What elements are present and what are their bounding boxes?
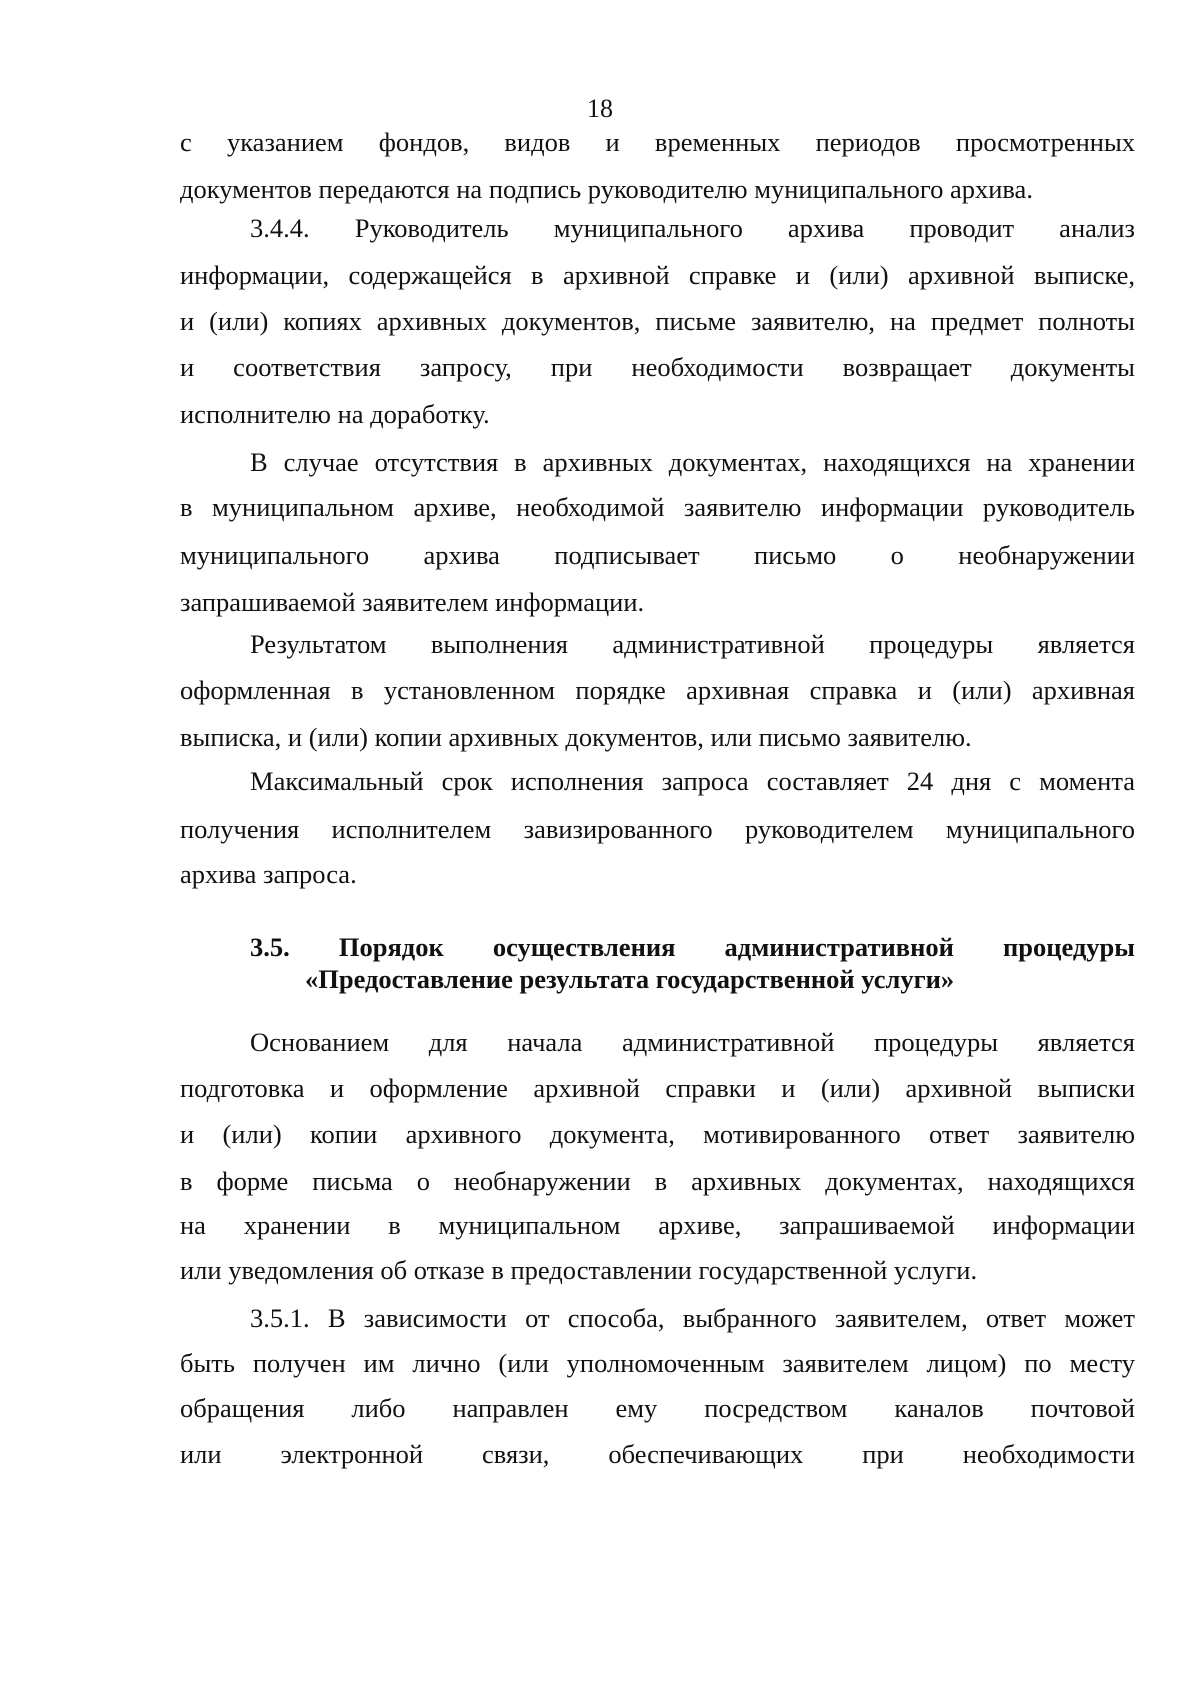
text-line: оформленная в установленном порядке архивная справка и (или) архивная xyxy=(180,675,1135,705)
text-line: запрашиваемой заявителем информации. xyxy=(180,587,645,617)
paragraph-first-line: 3.5.1. В зависимости от способа, выбранного заявителем, ответ может xyxy=(250,1303,1135,1333)
text-line: и (или) копиях архивных документов, письме заявителю, на предмет полноты xyxy=(180,306,1135,336)
text-line: в форме письма о необнаружении в архивных документах, находящихся xyxy=(180,1166,1135,1196)
text-line: в муниципальном архиве, необходимой заявителю информации руководитель xyxy=(180,492,1135,522)
text-line: подготовка и оформление архивной справки и (или) архивной выписки xyxy=(180,1073,1135,1103)
paragraph-first-line: Максимальный срок исполнения запроса составляет 24 дня с момента xyxy=(250,766,1135,796)
paragraph-first-line: 3.4.4. Руководитель муниципального архива проводит анализ xyxy=(250,213,1135,243)
text-line: и соответствия запросу, при необходимости возвращает документы xyxy=(180,352,1135,382)
page-number: 18 xyxy=(587,94,613,123)
paragraph-first-line: В случае отсутствия в архивных документах, находящихся на хранении xyxy=(250,447,1135,477)
section-heading: 3.5. Порядок осуществления административной процедуры xyxy=(250,932,1135,962)
text-line: архива запроса. xyxy=(180,859,357,889)
paragraph-first-line: Результатом выполнения административной процедуры является xyxy=(250,629,1135,659)
paragraph-first-line: Основанием для начала административной процедуры является xyxy=(250,1027,1135,1057)
text-line: с указанием фондов, видов и временных периодов просмотренных xyxy=(180,127,1135,157)
text-line: и (или) копии архивного документа, мотивированного ответ заявителю xyxy=(180,1119,1135,1149)
text-line: выписка, и (или) копии архивных документов, или письмо заявителю. xyxy=(180,722,972,752)
text-line: быть получен им лично (или уполномоченным заявителем лицом) по месту xyxy=(180,1348,1135,1378)
text-line: информации, содержащейся в архивной справке и (или) архивной выписке, xyxy=(180,260,1135,290)
text-line: муниципального архива подписывает письмо о необнаружении xyxy=(180,540,1135,570)
text-line: документов передаются на подпись руководителю муниципального архива. xyxy=(180,174,1033,204)
text-line: получения исполнителем завизированного руководителем муниципального xyxy=(180,814,1135,844)
text-line: обращения либо направлен ему посредством каналов почтовой xyxy=(180,1393,1135,1423)
text-line: исполнителю на доработку. xyxy=(180,399,490,429)
text-line: или электронной связи, обеспечивающих при необходимости xyxy=(180,1439,1135,1469)
section-heading-subtitle: «Предоставление результата государственной услуги» xyxy=(305,964,955,994)
text-line: или уведомления об отказе в предоставлении государственной услуги. xyxy=(180,1255,978,1285)
text-line: на хранении в муниципальном архиве, запрашиваемой информации xyxy=(180,1210,1135,1240)
